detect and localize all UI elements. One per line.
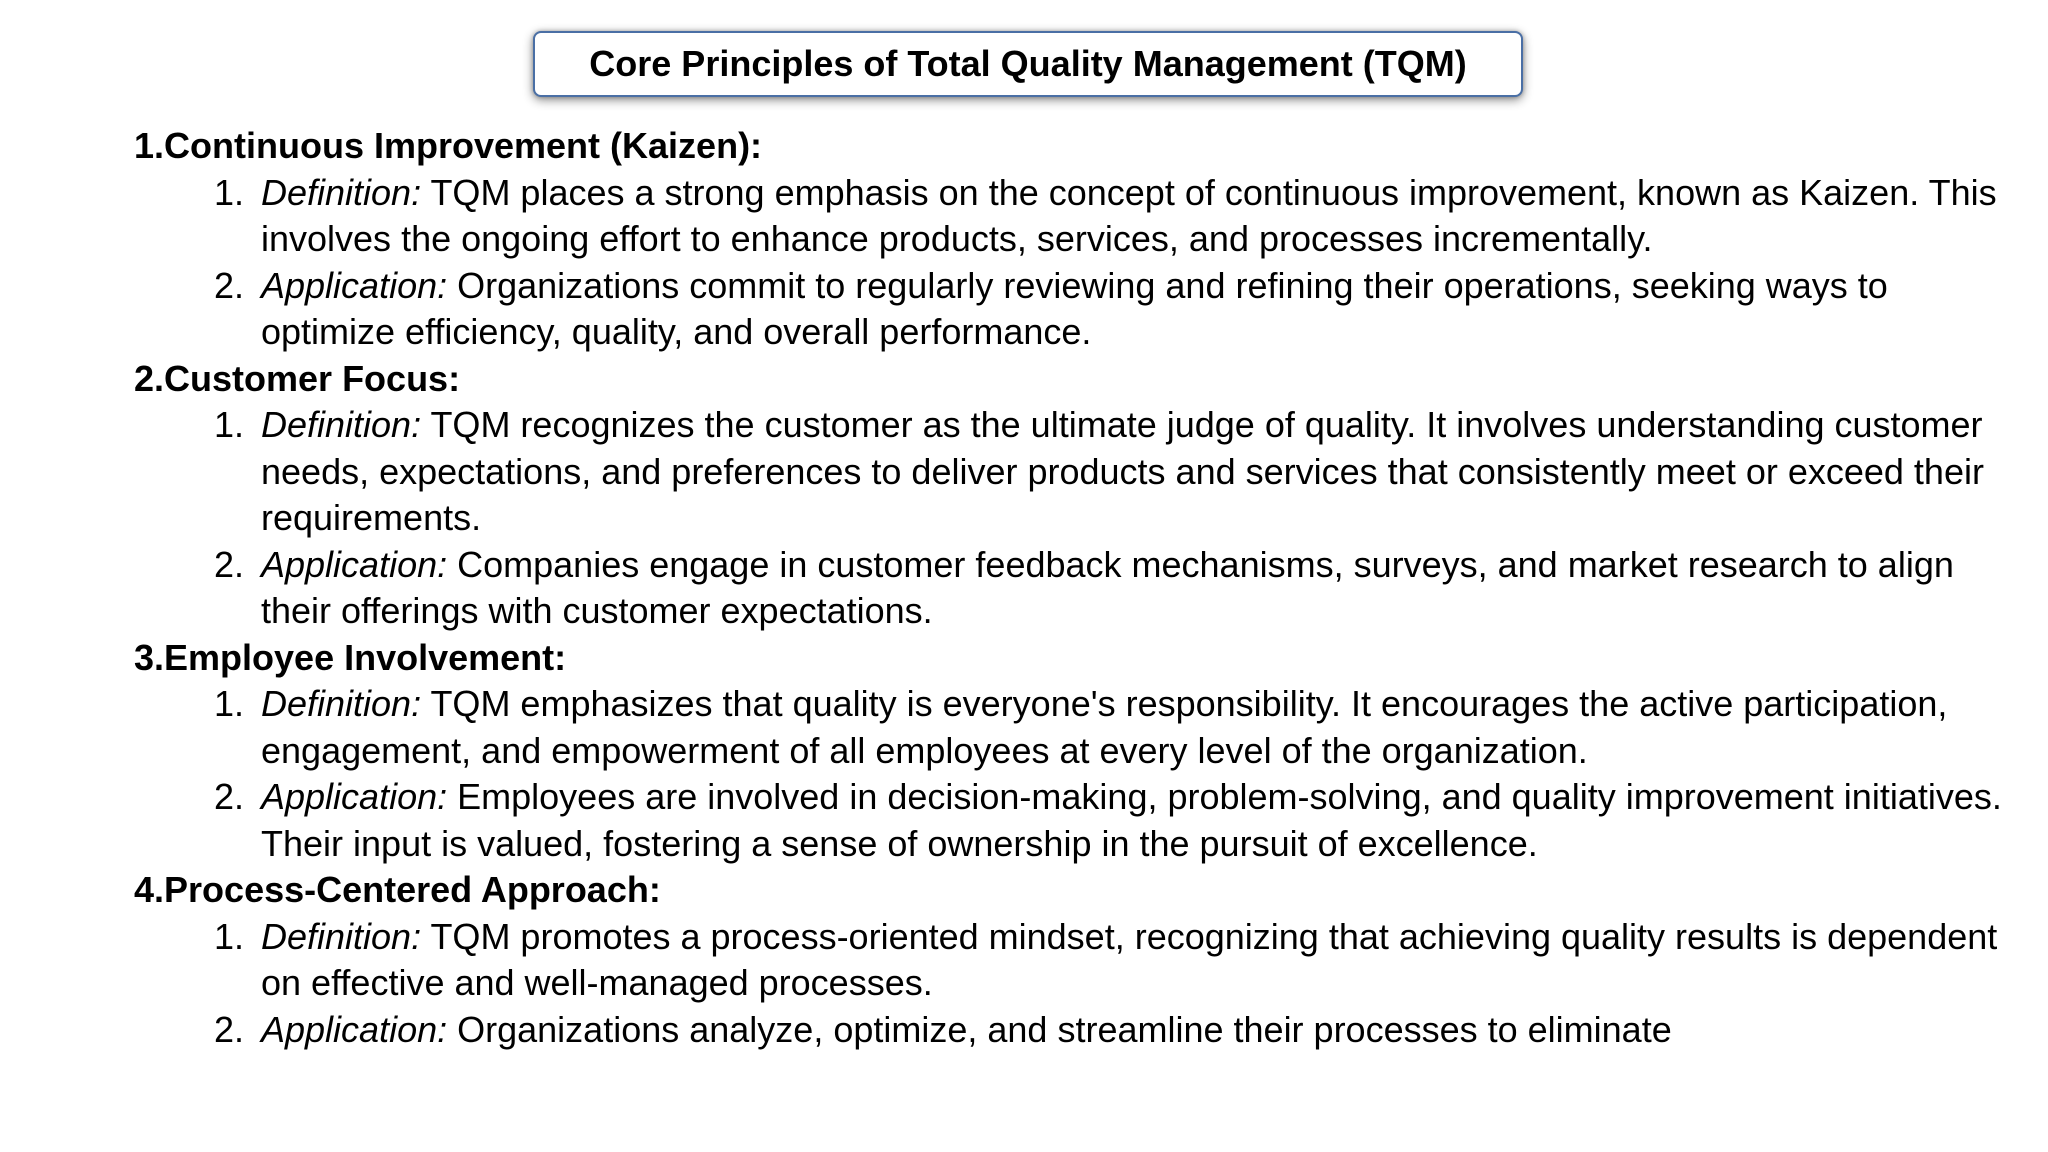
principle-heading — [134, 356, 2004, 403]
application-text: Employees are involved in decision-making, problem-solving, and quality improvement initiatives. Their input is valued, fostering a sense of ownership in the pursuit of excellence. — [261, 776, 2002, 864]
principle-details — [134, 402, 2004, 635]
principle-title: Process-Centered Approach: — [164, 869, 661, 910]
application-label: Application: — [261, 776, 448, 817]
application-text: Companies engage in customer feedback mechanisms, surveys, and market research to align their offerings with customer expectations. — [261, 543, 1954, 631]
application-text: Organizations analyze, optimize, and streamline their processes to eliminate — [447, 1008, 1672, 1050]
principle-number: 1. — [134, 125, 165, 166]
sub-item-number: 1. — [214, 171, 245, 213]
principle-details — [134, 681, 2004, 867]
definition-item — [134, 914, 2004, 1007]
application-item — [134, 774, 2004, 867]
definition-item — [134, 170, 2004, 263]
definition-label: Definition: — [261, 404, 422, 445]
definition-text: TQM places a strong emphasis on the concept of continuous improvement, known as Kaizen. This involves the ongoing effort to enhance products, services, and processes incrementally. — [261, 171, 1997, 259]
definition-item — [134, 402, 2004, 542]
definition-text: TQM promotes a process-oriented mindset, recognizing that achieving quality results is dependent on effective and well-managed processes. — [261, 915, 1998, 1003]
principle-item — [134, 356, 2004, 635]
sub-item-number: 1. — [214, 404, 245, 445]
title-box — [533, 31, 1523, 97]
principle-title: Continuous Improvement (Kaizen): — [164, 125, 763, 166]
application-text: Organizations commit to regularly reviewing and refining their operations, seeking ways to optimize efficiency, quality, and overall performance. — [261, 264, 1888, 352]
principle-item — [134, 123, 2004, 356]
application-label: Application: — [261, 1008, 448, 1050]
application-item — [134, 263, 2004, 356]
definition-item — [134, 681, 2004, 774]
principle-number: 2. — [134, 357, 165, 399]
application-label: Application: — [261, 264, 448, 306]
principle-details — [134, 170, 2004, 356]
definition-label: Definition: — [261, 915, 422, 957]
sub-item-number: 1. — [214, 915, 245, 957]
definition-label: Definition: — [261, 171, 422, 213]
sub-item-number: 2. — [214, 543, 245, 585]
application-item — [134, 542, 2004, 635]
principle-number: 3. — [134, 636, 165, 678]
principle-heading — [134, 867, 2004, 914]
definition-text: TQM emphasizes that quality is everyone's responsibility. It encourages the active participation, engagement, and empowerment of all employees at every level of the organization. — [261, 683, 1948, 771]
application-item — [134, 1007, 2004, 1054]
sub-item-number: 2. — [214, 1008, 245, 1050]
definition-text: TQM recognizes the customer as the ultimate judge of quality. It involves understanding customer needs, expectations, and preferences to deliver products and services that consistently meet or exceed their requirements. — [261, 404, 1984, 538]
page-title: Core Principles of Total Quality Management (TQM) — [589, 43, 1467, 84]
sub-item-number: 2. — [214, 776, 245, 817]
principle-title: Customer Focus: — [164, 357, 461, 399]
principle-heading — [134, 123, 2004, 170]
principle-number: 4. — [134, 869, 165, 910]
sub-item-number: 1. — [214, 683, 245, 724]
sub-item-number: 2. — [214, 264, 245, 306]
application-label: Application: — [261, 543, 448, 585]
definition-label: Definition: — [261, 683, 422, 724]
principle-item — [134, 635, 2004, 868]
principle-title: Employee Involvement: — [164, 636, 567, 678]
principle-item — [134, 867, 2004, 1053]
principles-list — [134, 123, 2004, 1053]
principle-details — [134, 914, 2004, 1054]
principle-heading — [134, 635, 2004, 682]
